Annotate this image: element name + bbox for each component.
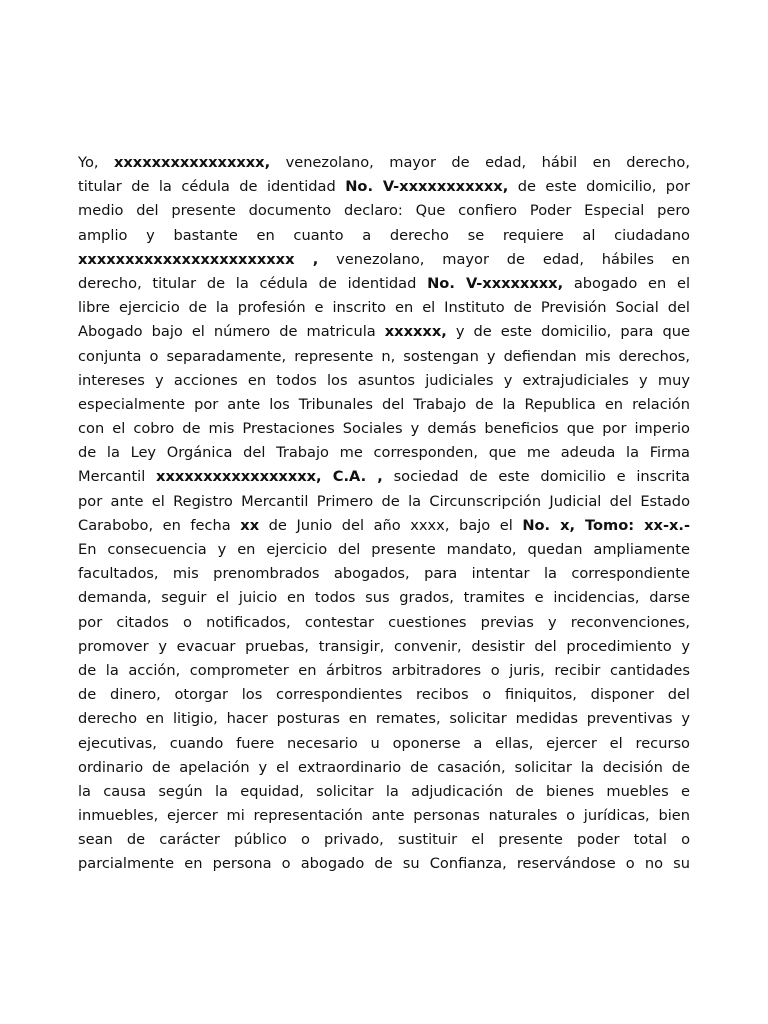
- paragraph-line: [78, 611, 690, 635]
- bold-text-segment: xxxxxxxxxxxxxxxx,: [113, 154, 271, 171]
- text-segment: parcialmente en persona o abogado de su Confianza, reservándose o no su: [78, 855, 690, 873]
- bold-text-segment: No. x, Tomo: xx-x.-: [522, 516, 691, 534]
- text-segment: de la Ley Orgánica del Trabajo me corresponden, que me adeuda la Firma: [78, 444, 690, 462]
- text-segment: intereses y acciones en todos los asuntos judiciales y extrajudiciales y muy: [78, 371, 690, 389]
- paragraph-line: [78, 393, 690, 417]
- text-segment: con el cobro de mis Prestaciones Sociales y demás beneficios que por imperio: [78, 420, 690, 438]
- paragraph-line: [78, 635, 690, 659]
- text-segment: amplio y bastante en cuanto a derecho se requiere al ciudadano: [78, 226, 690, 244]
- paragraph-line: [78, 441, 690, 465]
- bold-text-segment: xxxxxxxxxxxxxxxxx, C.A. ,: [156, 468, 383, 486]
- paragraph-line: [78, 852, 690, 876]
- text-segment: ejecutivas, cuando fuere necesario u oponerse a ellas, ejercer el recurso: [78, 734, 690, 752]
- text-segment: de dinero, otorgar los correspondientes recibos o finiquitos, disponer del: [78, 686, 690, 704]
- paragraph-line: [78, 756, 690, 780]
- bold-text-segment: xxxxxxxxxxxxxxxxxxxxxxx ,: [78, 250, 319, 268]
- paragraph-line: [78, 465, 690, 489]
- paragraph-line: [78, 272, 690, 296]
- paragraph-line: [78, 780, 690, 804]
- text-segment: libre ejercicio de la profesión e inscrito en el Instituto de Previsión Social del: [78, 299, 690, 317]
- text-segment: abogado en el: [563, 274, 690, 292]
- text-segment: la causa según la equidad, solicitar la adjudicación de bienes muebles e: [78, 782, 690, 800]
- text-segment: por citados o notificados, contestar cuestiones previas y reconvenciones,: [78, 613, 690, 631]
- bold-text-segment: No. V-xxxxxxxxxxx,: [345, 178, 509, 196]
- bold-text-segment: No. V-xxxxxxxx,: [427, 274, 564, 292]
- text-segment: demanda, seguir el juicio en todos sus grados, tramites e incidencias, darse: [78, 589, 690, 607]
- paragraph-line: [78, 707, 690, 731]
- text-segment: y de este domicilio, para que: [446, 323, 690, 341]
- paragraph-line: [78, 562, 690, 586]
- text-segment: Mercantil: [78, 468, 157, 486]
- paragraph-line: [78, 417, 690, 441]
- paragraph-line: [78, 320, 690, 344]
- paragraph-line: [78, 175, 690, 199]
- paragraph-line: [78, 804, 690, 828]
- paragraph-line: [78, 683, 690, 707]
- paragraph-line: [78, 586, 690, 610]
- text-segment: Carabobo, en fecha: [78, 516, 241, 534]
- text-segment: En consecuencia y en ejercicio del presente mandato, quedan ampliamente: [78, 541, 690, 558]
- text-segment: sociedad de este domicilio e inscrita: [382, 468, 690, 486]
- paragraph-line: [78, 538, 690, 562]
- paragraph-line: [78, 659, 690, 683]
- paragraph-line: [78, 199, 690, 223]
- text-segment: venezolano, mayor de edad, hábiles en: [318, 250, 690, 268]
- text-segment: sean de carácter público o privado, sustituir el presente poder total o: [78, 831, 690, 849]
- text-segment: especialmente por ante los Tribunales del Trabajo de la Republica en relación: [78, 395, 690, 413]
- text-segment: de este domicilio, por: [508, 178, 690, 196]
- text-segment: derecho en litigio, hacer posturas en remates, solicitar medidas preventivas y: [78, 710, 690, 728]
- paragraph-line: [78, 732, 690, 756]
- text-segment: titular de la cédula de identidad: [78, 178, 346, 196]
- paragraph-line: [78, 490, 690, 514]
- text-segment: Yo,: [78, 154, 114, 171]
- document-body: [78, 151, 690, 877]
- text-segment: conjunta o separadamente, represente n, sostengan y defiendan mis derechos,: [78, 347, 690, 365]
- text-segment: Abogado bajo el número de matricula: [78, 323, 385, 341]
- paragraph-line: [78, 369, 690, 393]
- paragraph-line: [78, 224, 690, 248]
- paragraph-line: [78, 828, 690, 852]
- text-segment: de Junio del año xxxx, bajo el: [259, 516, 523, 534]
- text-segment: de la acción, comprometer en árbitros arbitradores o juris, recibir cantidades: [78, 661, 690, 679]
- bold-text-segment: xxxxxx,: [384, 323, 447, 341]
- text-segment: venezolano, mayor de edad, hábil en derecho,: [270, 154, 690, 171]
- text-segment: facultados, mis prenombrados abogados, para intentar la correspondiente: [78, 565, 690, 583]
- paragraph-line: [78, 345, 690, 369]
- text-segment: inmuebles, ejercer mi representación ante personas naturales o jurídicas, bien: [78, 807, 690, 825]
- paragraph-line: [78, 514, 690, 538]
- paragraph-line: [78, 296, 690, 320]
- text-segment: por ante el Registro Mercantil Primero de la Circunscripción Judicial del Estado: [78, 492, 690, 510]
- text-segment: ordinario de apelación y el extraordinario de casación, solicitar la decisión de: [78, 758, 690, 776]
- text-segment: medio del presente documento declaro: Que confiero Poder Especial pero: [78, 202, 690, 220]
- paragraph-line: [78, 151, 690, 175]
- bold-text-segment: xx: [240, 516, 260, 534]
- text-segment: promover y evacuar pruebas, transigir, convenir, desistir del procedimiento y: [78, 637, 690, 655]
- paragraph-line: [78, 248, 690, 272]
- text-segment: derecho, titular de la cédula de identidad: [78, 274, 428, 292]
